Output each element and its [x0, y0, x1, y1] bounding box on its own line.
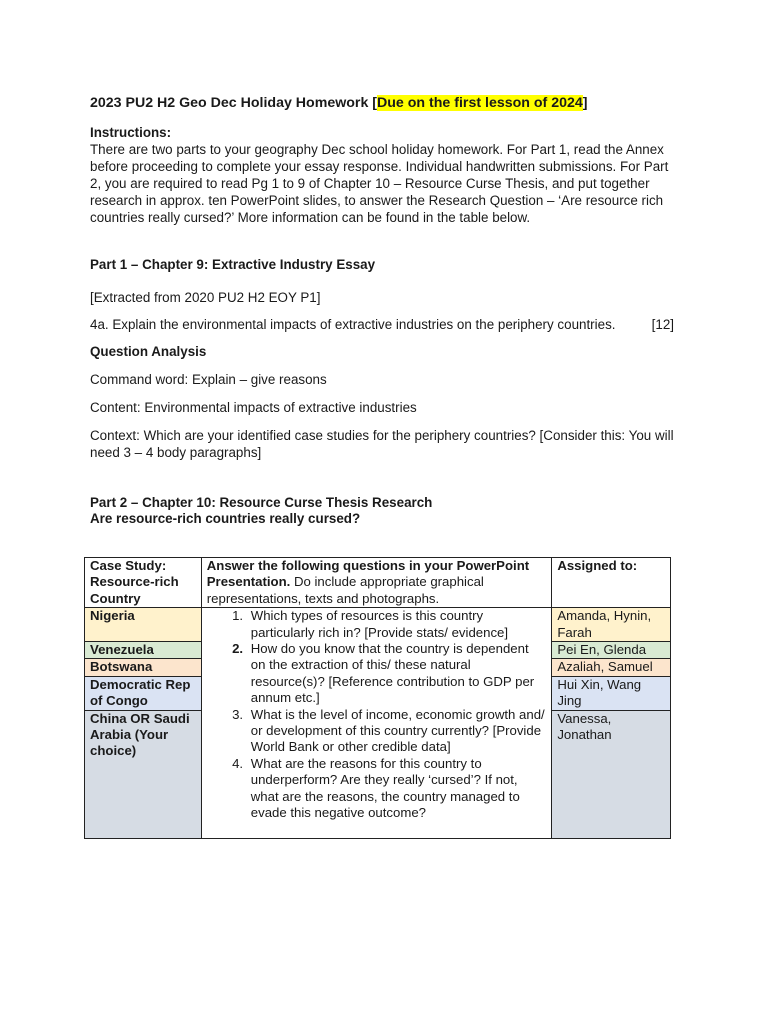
country-cell: Venezuela — [85, 642, 202, 659]
assigned-cell: Vanessa, Jonathan — [552, 710, 671, 838]
country-cell: Botswana — [85, 659, 202, 676]
document-page — [90, 94, 680, 527]
due-date-highlight: Due on the first lesson of 2024 — [377, 95, 583, 111]
essay-question-text: 4a. Explain the environmental impacts of extractive industries on the periphery countries. — [90, 317, 616, 332]
country-cell: China OR Saudi Arabia (Your choice) — [85, 710, 202, 838]
part2-heading: Part 2 – Chapter 10: Resource Curse Thesis Research — [90, 495, 433, 510]
question-item: 2. How do you know that the country is dependent on the extraction of this/ these natural resource(s)? [Reference contribution to GDP per annum etc.] — [247, 641, 547, 707]
case-study-table — [84, 557, 671, 839]
header-case-study: Case Study: Resource-rich Country — [85, 558, 202, 608]
country-cell: Nigeria — [85, 608, 202, 642]
extracted-from: [Extracted from 2020 PU2 H2 EOY P1] — [90, 290, 321, 305]
essay-question-marks: [12] — [651, 317, 674, 332]
country-cell: Democratic Rep of Congo — [85, 676, 202, 710]
assigned-cell: Azaliah, Samuel — [552, 659, 671, 676]
table-header-row — [85, 558, 671, 608]
question-analysis-heading: Question Analysis — [90, 344, 207, 359]
questions-cell — [201, 608, 552, 838]
document-title: 2023 PU2 H2 Geo Dec Holiday Homework [Due on the first lesson of 2024] — [90, 95, 588, 111]
questions-list — [207, 608, 547, 821]
question-item: 3. What is the level of income, economic growth and/ or development of this country currently? [Provide World Bank or other credible data] — [247, 707, 547, 756]
part1-heading: Part 1 – Chapter 9: Extractive Industry Essay — [90, 257, 376, 272]
instructions-heading: Instructions: — [90, 125, 172, 140]
assigned-cell: Amanda, Hynin, Farah — [552, 608, 671, 642]
instructions-body: There are two parts to your geography Dec school holiday homework. For Part 1, read the Annex before proceeding to complete your essay response. Individual handwritten submissions. For Part 2, you are required to read Pg 1 to 9 of Chapter 10 – Resource Curse Thesis, and put together research in approx. ten PowerPoint slides, to answer the Research Question – ‘Are resource rich countries really cursed?’ More information can be found in the table below. — [90, 142, 669, 225]
question-item: 4. What are the reasons for this country to underperform? Are they really ‘cursed’? If not, what are the reasons, the country managed to evade this negative outcome? — [247, 756, 547, 822]
assigned-cell: Hui Xin, Wang Jing — [552, 676, 671, 710]
part2-subheading: Are resource-rich countries really cursed? — [90, 511, 361, 526]
header-questions: Answer the following questions in your PowerPoint Presentation. Do include appropriate graphical representations, texts and photographs. — [201, 558, 552, 608]
assigned-cell: Pei En, Glenda — [552, 642, 671, 659]
header-assigned: Assigned to: — [552, 558, 671, 608]
context-line: Context: Which are your identified case studies for the periphery countries? [Consider this: You will need 3 – 4 body paragraphs] — [90, 428, 674, 460]
table-row — [85, 608, 671, 642]
content-line: Content: Environmental impacts of extractive industries — [90, 400, 417, 415]
essay-question — [90, 316, 674, 333]
question-item: 1. Which types of resources is this country particularly rich in? [Provide stats/ evidence] — [247, 608, 547, 641]
command-word: Command word: Explain – give reasons — [90, 372, 327, 387]
